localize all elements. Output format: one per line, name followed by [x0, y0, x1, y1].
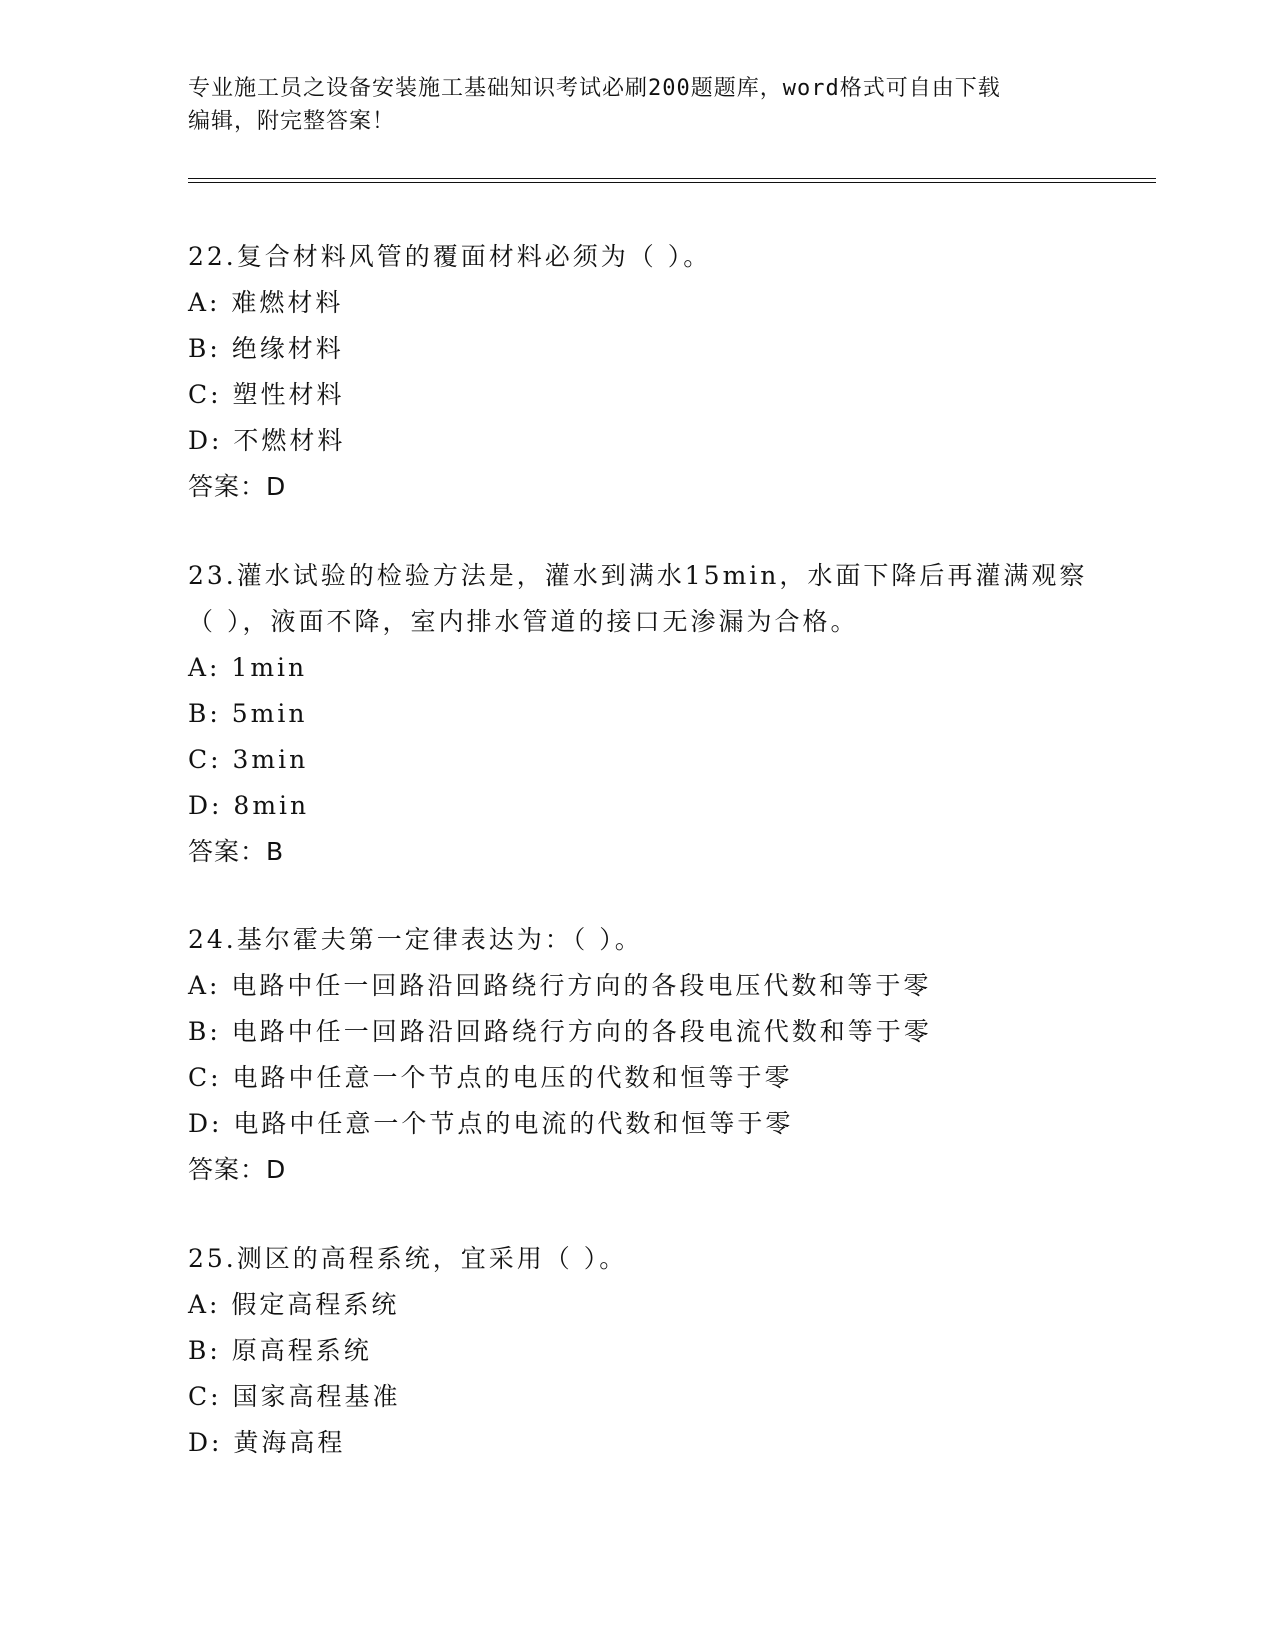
- option-c: C: 国家高程基准: [188, 1382, 401, 1411]
- question-24: [188, 917, 1088, 1193]
- option-b: B: 电路中任一回路沿回路绕行方向的各段电流代数和等于零: [188, 1017, 932, 1046]
- option-a: A: 1min: [188, 653, 308, 682]
- question-stem: 22.复合材料风管的覆面材料必须为（ ）。: [188, 242, 712, 271]
- answer: 答案：D: [188, 1155, 287, 1184]
- header-line-1: 专业施工员之设备安装施工基础知识考试必刷200题题库，word格式可自由下载: [188, 76, 1001, 101]
- question-25: [188, 1236, 1088, 1466]
- option-a: A: 假定高程系统: [188, 1290, 400, 1319]
- question-23: [188, 553, 1088, 875]
- question-22: [188, 234, 1088, 510]
- option-d: D: 黄海高程: [188, 1428, 346, 1457]
- answer: 答案：B: [188, 837, 285, 866]
- option-b: B: 原高程系统: [188, 1336, 372, 1365]
- question-stem: 25.测区的高程系统，宜采用（ ）。: [188, 1244, 628, 1273]
- question-stem: 23.灌水试验的检验方法是，灌水到满水15min，水面下降后再灌满观察（ ），液面不降，室内排水管道的接口无渗漏为合格。: [188, 561, 1088, 636]
- answer: 答案：D: [188, 472, 287, 501]
- option-c: C: 塑性材料: [188, 380, 345, 409]
- option-b: B: 绝缘材料: [188, 334, 344, 363]
- option-d: D: 电路中任意一个节点的电流的代数和恒等于零: [188, 1109, 794, 1138]
- option-b: B: 5min: [188, 699, 308, 728]
- document-header: [188, 72, 1068, 138]
- option-c: C: 3min: [188, 745, 309, 774]
- header-line-2: 编辑，附完整答案！: [188, 109, 396, 134]
- question-stem: 24.基尔霍夫第一定律表达为：（ ）。: [188, 925, 643, 954]
- header-divider-top: [188, 178, 1156, 179]
- option-d: D: 不燃材料: [188, 426, 346, 455]
- header-divider-bottom: [188, 182, 1156, 183]
- option-d: D: 8min: [188, 791, 310, 820]
- option-a: A: 电路中任一回路沿回路绕行方向的各段电压代数和等于零: [188, 971, 932, 1000]
- option-c: C: 电路中任意一个节点的电压的代数和恒等于零: [188, 1063, 793, 1092]
- option-a: A: 难燃材料: [188, 288, 344, 317]
